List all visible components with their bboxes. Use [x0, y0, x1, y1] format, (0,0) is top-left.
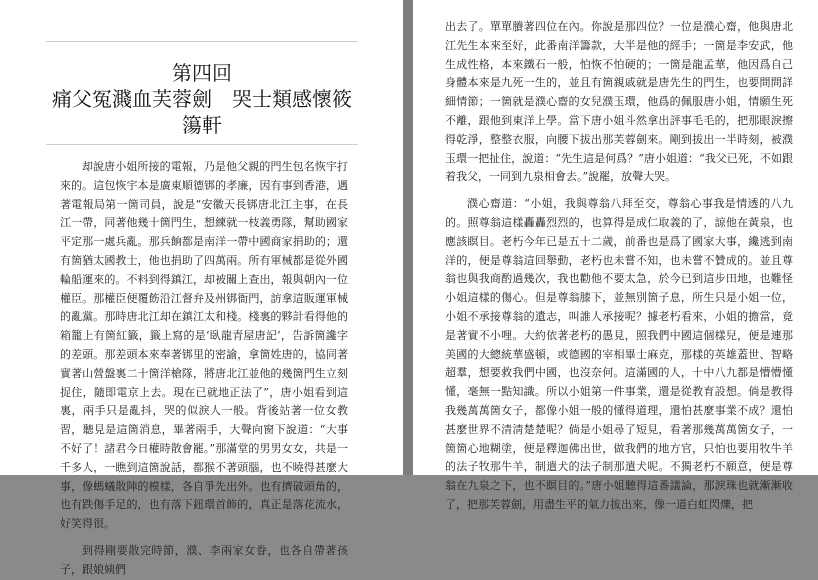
chapter-title: 痛父冤濺血芙蓉劍 哭士類感懷筱簜軒	[52, 87, 352, 137]
right-page	[413, 0, 818, 511]
right-body-text	[445, 18, 793, 515]
paragraph: 出去了。單單賸著四位在內。你說是那四位？一位是濮心齋，他與唐北江先生本來至好，此番南洋籌款，大半是他的經手；一箇是李安武，他生成性格，本來鐵石一般，怕恢不怕硬的；一箇是龍孟華，他因爲自己身體本來是九死一生的，並且有箇親戚就是唐先生的門生，也要問問詳細情節；一箇就是濮心齋的女兒濮玉環，他爲的佩服唐小姐，情願生死不離，跟他到東洋上學。當下唐小姐斗然拿出評事毛毛的，把那眼淚擦得乾淨，整整衣服，向腰下拔出那芙蓉劍來。剛到拔出一半時刻，被濮玉環一把扯住，說道：“先生這是何爲？”唐小姐道：“我父已死，不如跟着我父，一同到九泉相會去。”說罷，放聲大哭。	[445, 20, 793, 184]
paragraph: 到得剛要散完時節，濮、李兩家女眷，也各自帶著孩子，跟娘姨們	[60, 543, 348, 576]
bottom-rule	[46, 144, 358, 145]
left-body-text	[60, 158, 348, 580]
paragraph: 濮心齋道：“小姐，我與尊翁八拜至交，尊翁心事我是情透的八九的。照尊翁這樣轟轟烈烈的，也算得是成仁取義的了，諒他在黃泉，也應該瞑目。老朽今年已是五十二歲，前番也是爲了國家大事，纔逃到南洋的，便是尊翁這回舉動，老朽也未嘗不知，也未嘗不贊成的。並且尊翁也與我商酌過幾次，我也勸他不要太急，於今已到這步田地，也難怪小姐這樣的傷心。但是尊翁膝下，並無別箇子息，所生只是小姐一位，小姐不承接尊翁的遺志，叫誰人承接呢？據老朽看來，小姐的擔當，竟是著實不小哩。大約依著老朽的愚見，照我們中國這個樣兒，便是連那美國的大總統華盛頓，或德國的宰相畢士麻克，那樣的英雄蓋世、智略超羣，想要救我們中國，也沒奈何。這滿國的人，十中八九都是懵懵懂懂，毫無一點知識。所以小姐第一件事業，還是從教育設想。倘是教得我幾萬萬箇女子，都像小姐一般的懂得道理，還怕甚麼事業不成？還怕甚麼世界不清淸楚楚呢？倘是小姐尋了短見，看著那幾萬萬箇女子，一箇箇心地糊塗，便是釋迦佛出世，做我們的地方官，只怕也要用牧牛羊的法子牧那牛羊，制遣犬的法子制那遣犬呢。不獨老朽不願意，便是尊翁在九泉之下，也不瞑目的。”唐小姐聽得這番議論，那淚珠也就漸漸收了，把那芙蓉劍，用盡生平的氣力拔出來，像一道白虹閃爍，把	[445, 197, 793, 511]
left-page	[0, 0, 403, 576]
page-gutter	[403, 0, 413, 475]
top-rule	[46, 41, 358, 42]
chapter-number: 第四回	[172, 61, 232, 85]
paragraph: 却說唐小姐所接的電報，乃是他父親的門生包名恢宇打來的。這包恢宇本是廣東順德䦁的孝廉，因有事到香港，遇著電報局第一箇司員，說是“安徽天長䦁唐北江主事，在長江一帶，同著他幾十箇門生，想練就一枝義勇隊，幫助國家平定那一處兵亂。那兵餉都是南洋一帶中國商家捐助的；還有箇猶太國教士，他也捐助了四萬兩。所有軍械都是從外國輪船運來的。不料到得鎮江，却被關上查出，報與朝內一位權臣。那權臣便覆飭沿江督弁及州䦁衙門，訪拿這販運軍械的亂黨。那時唐北江却在鎮江太和棧。棧裏的夥計看得他的箱籠上有箇紅籤，籤上寫的是‘臥龍青屋唐記’，告訴箇讒字的差頭。那差頭本來奉著䦁里的密諭，拿箇姓唐的，協同著實著山營盤裏二十箇洋槍隊，將唐北江並他的幾箇門生立刻捉住，隨即電京上去。現在已就地正法了”，唐小姐看到這裏，兩手只是亂抖，哭的似淚人一般。背後站著一位女教習，聽見是這箇消息，畢著兩手，大聲向窗下說道：“大事不好了！諸君今日權時散會罷。”那滿堂的男男女女，共是一千多人，一瞧到這箇說話，都猴不著頭腦，也不曉得甚麼大事，像螞蟻散陣的模樣，各自爭先出外。也有擠破頭角的，也有跌傷手足的，也有落下鈕環首飾的，真正是落花流水，好笑得很。	[60, 160, 348, 531]
